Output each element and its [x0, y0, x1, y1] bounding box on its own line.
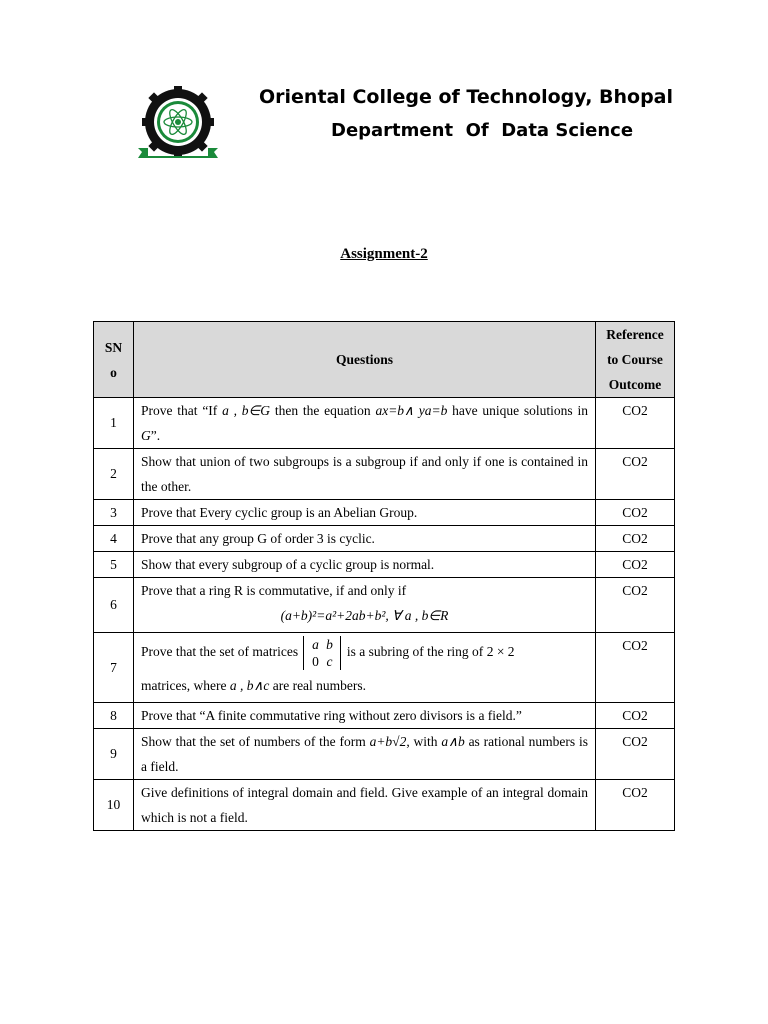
header-questions: Questions	[134, 322, 596, 398]
header-sn-line1: SN	[104, 339, 123, 355]
header-ref-line3: Outcome	[608, 377, 662, 392]
q-text: Show that the set of numbers of the form	[141, 734, 370, 749]
q-math: a , b∧c	[229, 678, 270, 693]
q-math: G	[141, 428, 151, 443]
department-name: Department Of Data Science	[331, 120, 634, 141]
header-ref-line1: Reference	[606, 327, 664, 342]
table-row	[94, 552, 675, 578]
row-question: Prove that “A finite commutative ring without zero divisors is a field.”	[134, 703, 596, 729]
row-question: Show that every subgroup of a cyclic group is normal.	[134, 552, 596, 578]
table-row	[94, 729, 675, 780]
matrix-cell: c	[326, 654, 333, 669]
row-sn: 2	[94, 449, 134, 500]
table-header-row	[94, 322, 675, 398]
gear-emblem	[142, 86, 214, 158]
q-text: then the equation	[270, 403, 376, 418]
row-question	[134, 578, 596, 633]
q-text: ”.	[150, 428, 161, 443]
row-ref: CO2	[596, 633, 675, 703]
table-row	[94, 633, 675, 703]
matrix-cell: b	[326, 637, 333, 652]
table-row	[94, 449, 675, 500]
header-ref-line2: to Course	[607, 352, 663, 367]
table-row	[94, 398, 675, 449]
questions-table	[93, 321, 675, 831]
q-text: Prove that “If	[141, 403, 223, 418]
header-sn-line2: o	[110, 364, 117, 380]
row-ref: CO2	[596, 398, 675, 449]
q-text: , with	[406, 734, 442, 749]
q-math: a+b√2	[369, 734, 407, 749]
header-reference	[596, 322, 675, 398]
q-math: 2 × 2	[486, 644, 515, 660]
row-sn: 5	[94, 552, 134, 578]
row-sn: 9	[94, 729, 134, 780]
q-math: ax=b∧ ya=b	[375, 403, 448, 418]
q-math: a∧b	[441, 734, 465, 749]
college-name: Oriental College of Technology, Bhopal	[259, 86, 674, 108]
row-question: Prove that any group G of order 3 is cyclic.	[134, 526, 596, 552]
college-logo	[136, 86, 220, 160]
table-row	[94, 526, 675, 552]
row-sn: 10	[94, 780, 134, 831]
row-ref: CO2	[596, 552, 675, 578]
matrix-cell: 0	[312, 654, 319, 669]
row-ref: CO2	[596, 500, 675, 526]
q-text: Prove that a ring R is commutative, if and only if	[141, 583, 407, 598]
row-question: Prove that Every cyclic group is an Abelian Group.	[134, 500, 596, 526]
row-question: Show that union of two subgroups is a subgroup if and only if one is contained in the other.	[134, 449, 596, 500]
row-ref: CO2	[596, 526, 675, 552]
assignment-title: Assignment-2	[340, 246, 428, 262]
q-text: as rational numbers is a field.	[141, 734, 588, 774]
row-question	[134, 633, 596, 703]
q-equation: (a+b)²=a²+2ab+b², ∀ a , b∈R	[280, 608, 449, 623]
q-text: matrices, where	[141, 678, 230, 693]
row-ref: CO2	[596, 780, 675, 831]
matrix-cell: a	[312, 637, 319, 652]
q-text: Prove that the set of matrices	[141, 644, 302, 660]
row-ref: CO2	[596, 703, 675, 729]
row-sn: 6	[94, 578, 134, 633]
row-sn: 1	[94, 398, 134, 449]
q-text: are real numbers.	[269, 678, 367, 693]
row-sn: 7	[94, 633, 134, 703]
table-row	[94, 780, 675, 831]
q-text: is a subring of the ring of	[343, 644, 487, 660]
row-sn: 3	[94, 500, 134, 526]
row-ref: CO2	[596, 578, 675, 633]
table-row	[94, 578, 675, 633]
row-question: Give definitions of integral domain and field. Give example of an integral domain which is not a field.	[134, 780, 596, 831]
row-sn: 4	[94, 526, 134, 552]
row-ref: CO2	[596, 449, 675, 500]
table-row	[94, 500, 675, 526]
q-text: have unique solutions in	[447, 403, 588, 418]
row-sn: 8	[94, 703, 134, 729]
row-ref: CO2	[596, 729, 675, 780]
table-row	[94, 703, 675, 729]
q-matrix	[303, 636, 341, 670]
q-math: a , b∈G	[222, 403, 271, 418]
row-question	[134, 729, 596, 780]
header-sn	[94, 322, 134, 398]
row-question	[134, 398, 596, 449]
